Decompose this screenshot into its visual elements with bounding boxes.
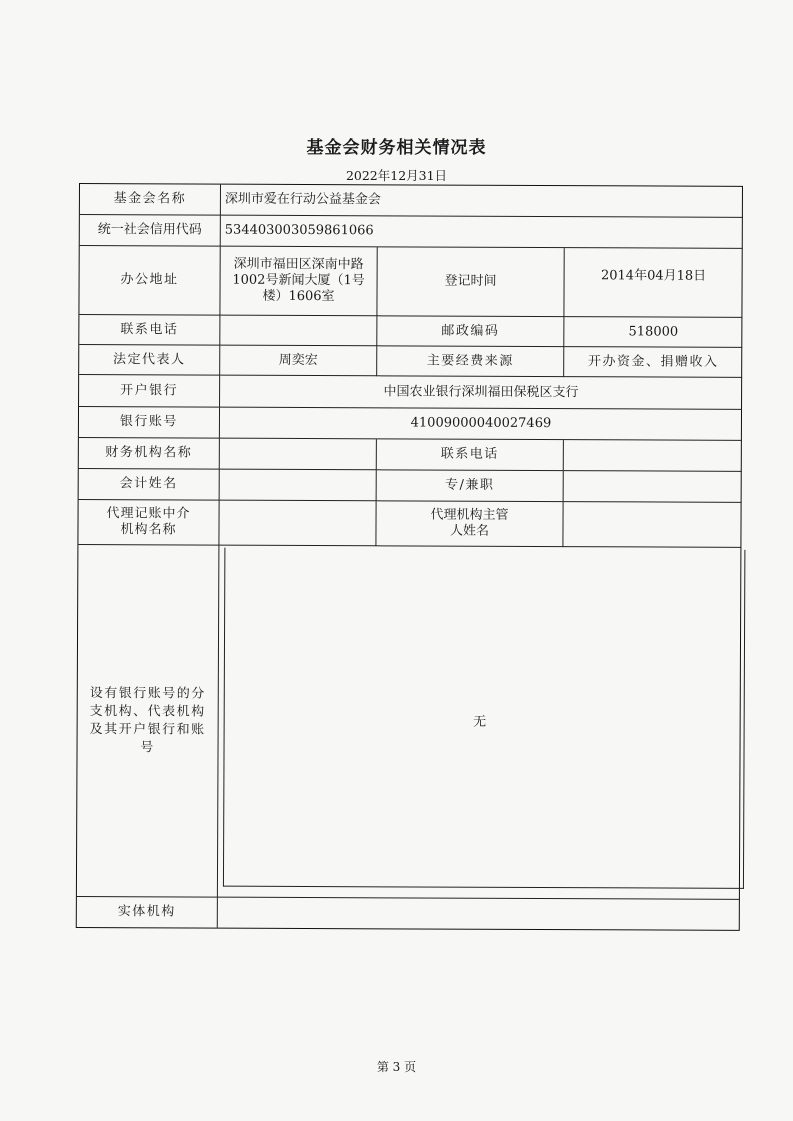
- foundation-name-label: 基金会名称: [80, 184, 221, 216]
- bank-label: 开户银行: [79, 375, 220, 408]
- credit-code-value: 534403003059861066: [221, 216, 743, 249]
- entities-value: [218, 898, 740, 930]
- finance-contact-value: [564, 440, 742, 472]
- finance-org-label: 财务机构名称: [79, 438, 220, 470]
- credit-code-label: 统一社会信用代码: [80, 215, 221, 247]
- agency-manager-label: 代理机构主管人姓名: [376, 501, 563, 547]
- employment-type-label: 专/兼职: [377, 470, 564, 502]
- agency-label: 代理记账中介机构名称: [78, 500, 219, 546]
- legal-rep-label: 法定代表人: [79, 345, 220, 376]
- office-address-label: 办公地址: [79, 246, 220, 316]
- finance-org-value: [220, 439, 377, 471]
- accountant-label: 会计姓名: [79, 469, 220, 501]
- finance-info-table: [76, 183, 743, 931]
- postal-code-label: 邮政编码: [377, 316, 564, 347]
- branches-inner-frame: [223, 548, 745, 889]
- funding-source-value: 开办资金、捐赠收入: [564, 347, 742, 378]
- registration-time-label: 登记时间: [377, 247, 564, 317]
- legal-rep-value: 周奕宏: [220, 346, 377, 377]
- account-label: 银行账号: [79, 407, 220, 439]
- report-date: 2022年12月31日: [345, 168, 448, 183]
- branches-label: 设有银行账号的分支机构、代表机构及其开户银行和账号: [77, 545, 220, 898]
- bank-value: 中国农业银行深圳福田保税区支行: [220, 376, 742, 410]
- employment-type-value: [564, 471, 742, 503]
- phone-label: 联系电话: [79, 315, 220, 346]
- funding-source-label: 主要经费来源: [377, 346, 564, 377]
- page-number: 第 3 页: [376, 1060, 417, 1074]
- postal-code-value: 518000: [564, 317, 742, 348]
- agency-value: [219, 501, 376, 547]
- registration-time-value: 2014年04月18日: [564, 248, 742, 318]
- foundation-name-value: 深圳市爱在行动公益基金会: [221, 185, 743, 218]
- branches-value: 无: [218, 546, 742, 900]
- document-title: 基金会财务相关情况表: [306, 138, 487, 158]
- finance-contact-label: 联系电话: [377, 439, 564, 471]
- entities-label: 实体机构: [77, 897, 218, 928]
- agency-manager-value: [563, 502, 741, 548]
- account-value: 41009000040027469: [220, 408, 742, 441]
- accountant-value: [220, 470, 377, 502]
- office-address-value: 深圳市福田区深南中路1002号新闻大厦（1号楼）1606室: [220, 247, 377, 317]
- phone-value: [220, 316, 377, 347]
